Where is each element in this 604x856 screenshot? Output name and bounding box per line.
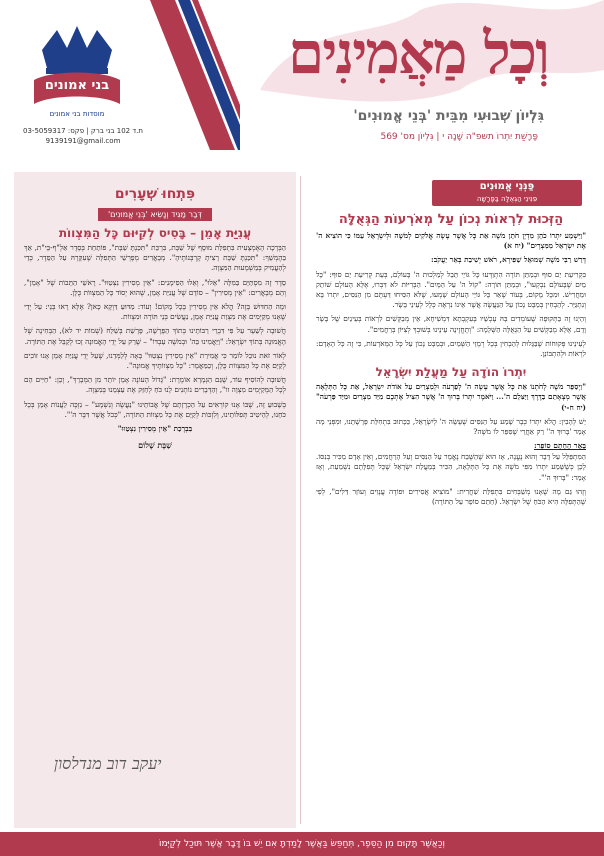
article-paragraph: הַמִּתְפַּלֵּל עַל דָּבָר וְהוּא נֶעֱנֶה, אָז הוּא שֶׁהַשֶּׁבַח נֶאֱמָר עַל הַנִּסִּים וְעַל הָרַחֲמִים, וְאֵין אָדָם מַכִּיר בְּנִסּוֹ. לָכֵן כְּשֶׁשָּׁמַע יִתְרוֹ מִפִּי מֹשֶׁה אֶת כָּל הַתְּלָאָה, הִכִּיר בְּמַעֲלַת יִשְׂרָאֵל שֶׁכָּל תְּפִלָּתָם נִשְׁמַעַת, וְאָז אָמַר: "בָּרוּךְ ה'". — [316, 452, 586, 482]
article-paragraph: לְעֵינֵינוּ פְּקוּחוֹת שֶׁבַּגָּלוּת לְהַבְחִין בְּכָל רְמָזֵי הַשְּׁמַיִם, וּבְמַבָּט נָכוֹן עַל כָּל הַמְּאֹרָעוֹת, כִּי זֶה כָּל הָאָדָם: לִרְאוֹת וּלְהִתְבּוֹנֵן. — [316, 338, 586, 359]
article-paragraph: וְהַיְנוּ זֶה בַּתְּקוּפָה שֶׁעוֹמְדִים בָּהּ עָכְשָׁיו בְּעִקְבְתָא דִּמְשִׁיחָא, אֵין מְבַקְּשִׁים לִרְאוֹת בְּעֵינַיִם שֶׁל בָּשָׂר וָדָם, אֶלָּא מְבַקְּשִׁים עַל הַגְּאֻלָּה הַשְּׁלֵמָה: "וְתֶחֱזֶינָה עֵינֵינוּ בְּשׁוּבְךָ לְצִיּוֹן בְּרַחֲמִים". — [316, 314, 586, 334]
footer-banner: וְכַאֲשֶׁר תָּקוּם מִן הַסֵּפֶר, תְּחַפֵּשׂ בַּאֲשֶׁר לָמַדְתָּ אִם יֵשׁ בּוֹ דָּבָר אֲשֶׁר תּוּכַל לְקַיְּמוֹ — [0, 832, 604, 856]
left-section-title: פִּתְחוּ שְׁעָרִים — [114, 186, 196, 202]
article-paragraph: וְזֶהוּ גַּם מָה שֶׁאָנוּ מְשַׁבְּחִים בִּתְפִלַּת שַׁחֲרִית: "מוֹצִיא אֲסִירִים וּפוֹדֶה עֲנָוִים וְעוֹזֵר דַּלִּים", לְפִי שֶׁהַתְּפִלָּה הִיא הַכֹּחַ שֶׁל יִשְׂרָאֵל. (חַתַם סוֹפֵר עַל הַתּוֹרָה) — [316, 486, 586, 507]
article-paragraph: יֵשׁ לְהָבִין: הֲלֹא יִתְרוֹ כְּבָר שָׁמַע עַל הַנִּסִּים שֶׁעָשָׂה ה' לְיִשְׂרָאֵל, כַּכָּתוּב בִּתְחִלַּת פָּרָשָׁתֵנוּ, וּמִפְּנֵי מָה אָמַר 'בָּרוּךְ ה'' רַק אַחֲרֵי שֶׁסִּפֵּר לוֹ מֹשֶׁה? — [316, 416, 586, 437]
article-paragraph: בִּקְרִיעַת יַם סוּף וּבְמַתַּן תּוֹרָה הִתְוַדְּעוּ כָּל גּוֹיֵי תֵּבֵל לְמַלְכוּת ה' בָּעוֹלָם, בְּעֵת קְרִיעַת יַם סוּף: "כָּל מַיִם שֶׁבָּעוֹלָם נִבְקְעוּ", וּבְמַתַּן תּוֹרָה: "קוֹל ה' עַל הַמָּיִם". הַבְּרִיּוֹת לֹא דִּבְּרוּ, אֶלָּא הָעוֹלָם שׁוֹתֵק וּמַחֲרִישׁ. וּמִכָּל מָקוֹם, בְּעוֹד שֶׁאַר כָּל גּוֹיֵי הָעוֹלָם שָׁמְעוּ, שֶׁלֹּא הִסִּיחוּ דַּעְתָּם מִן הַנִּסִּים, יִתְרוֹ בָּא וְנִתְגַּיֵּר. לְהַבְחִין בְּמַבָּט נָכוֹן עַל הַנַּעֲשֶׂה אֲשֶׁר אֵינוֹ נִרְאֶה כְּלָל לְעֵינֵי בָּשָׂר. — [316, 269, 586, 310]
left-section-byline: דְּבַר מַגִּיד וְנָשִׂיא 'בְּנֵי אֱמוּנִים' — [98, 208, 212, 221]
left-paragraph: לְאוֹר זֹאת נוּכַל לוֹמַר כִּי אֲמִירַת "אֵין מְסִירִין נִצְטַוּוּ" בָּאָה לְלַמְּדֵנוּ, שֶׁעַל יְדֵי עֲנִיַּת אָמֵן אָנוּ זוֹכִים לְקַיֵּם אֶת כָּל הַמִּצְווֹת כֻּלָּן, וְכַמַּאֲמָר: "כָּל מִצְווֹתֶיךָ אֱמוּנָה". — [24, 350, 286, 371]
contact-address: ת.ד 102 בני ברק | פקס: 03-5059317 — [23, 127, 143, 135]
left-paragraph: חֲשׁוּבָה לְשַׁעֵר עַל פִּי דִּבְרֵי רַבּוֹתֵינוּ בְּתוֹךְ הַפָּרָשָׁה, פָּרָשַׁת בְּשַׁלַּח (שְׁמוֹת יד לא), הַבְּחִינָה שֶׁל הָאֱמוּנָה בְּתוֹךְ יִשְׂרָאֵל: "וַיַּאֲמִינוּ בַּה' וּבְמֹשֶׁה עַבְדּוֹ" – שֶׁרַק עַל יְדֵי הָאֱמוּנָה זָכוּ לְקַבֵּל אֶת הַתּוֹרָה. — [24, 326, 286, 346]
left-section-header — [14, 172, 296, 219]
left-paragraph: חֲשׁוּבָה לְהוֹסִיף עוֹד, שֶׁגַּם הַגְּמָרָא אוֹמֶרֶת: "גָּדוֹל הָעוֹנֶה אָמֵן יוֹתֵר מִן הַמְּבָרֵךְ", וְכֵן: "חַיִּים הֵם לְכָל הַמְּקַיְּמִים מִצְוָה זוֹ", וְהַדְּבָרִים נוֹתְנִים לָנוּ כֹּחַ לְחַזֵּק אֶת עַצְמֵנוּ בְּמִצְוָה. — [24, 375, 286, 395]
column-divider — [300, 176, 301, 824]
section-tab — [432, 180, 582, 206]
contact-info — [8, 126, 158, 146]
logo — [22, 20, 132, 130]
left-column — [14, 172, 296, 828]
section-tab-subtitle: פִּנִּינֵי הַגְּאֻלָּה בַּפָּרָשָׁה — [476, 195, 538, 203]
author-line: דָּרַשׁ רַבִּי מֹשֶׁה שְׁמוּאֵל שַׁפִּירָא, רֹאשׁ יְשִׁיבַת בְּאֵר יַעֲקֹב: — [431, 255, 586, 265]
masthead — [0, 0, 604, 170]
sign-off: שַׁבָּת שָׁלוֹם — [138, 440, 172, 451]
closing-blessing: בִּבְרָכַת "אֵין מְסִירִין נִצְטַוּוּ" — [117, 424, 193, 434]
left-paragraph: סֵדֶר זֶה מִסְתַּיֵּם בַּמִּלָּה "אֵלוּ", וְאֵלוּ הַסִּימָנִים: "אֵין מְסִירִין נִצְטַוּוּ". רָאשֵׁי הַתֵּבוֹת שֶׁל "אָמֵן", וְהֵם מְבָאֲרִים: "אֵין מְסִירִין" – סוֹדָם שֶׁל עֲנִיַּת אָמֵן, שֶׁהוּא יְסוֹד כָּל הַמִּצְווֹת כֻּלָּן. — [24, 277, 286, 297]
publication-title: וְכָל מַאֲמִינִים — [288, 19, 548, 87]
verse-quote-1: "וַיִּשְׁמַע יִתְרוֹ כֹהֵן מִדְיָן חֹתֵן מֹשֶׁה אֵת כָּל אֲשֶׁר עָשָׂה אֱלֹקִים לְמֹשֶׁה וּלְיִשְׂרָאֵל עַמּוֹ כִּי הוֹצִיא ה' אֶת יִשְׂרָאֵל מִמִּצְרָיִם" (יח א) — [316, 231, 586, 251]
logo-subtext: מוסדות בני אמונים — [49, 110, 105, 118]
right-column — [306, 172, 596, 828]
section-header — [306, 172, 596, 206]
publication-subtitle: גִּלְיוֹן שְׁבוּעִי מִבֵּית 'בְּנֵי אֱמוּנִים' — [353, 108, 544, 124]
left-paragraph: בְּשָׁבוּעַ זֶה, שֶׁבּוֹ אָנוּ קוֹרְאִים עַל הַכְרָזָתָם שֶׁל אֲבוֹתֵינוּ "נַעֲשֶׂה וְנִשְׁמָע" – נִזְכֶּה לַעֲנוֹת אָמֵן בְּכָל כֹּחֵנוּ, לְהֵיטִיב תְּפִלּוֹתֵינוּ, וְלִזְכּוֹת לְקַיֵּם אֶת כָּל מִצְווֹת הַתּוֹרָה, "כְּכֹל אֲשֶׁר דִּבֶּר ה'". — [24, 399, 286, 419]
contact-email[interactable]: 9139191@gmail.com — [45, 137, 121, 145]
issue-info: פָּרָשַׁת יִתְרוֹ תשפ"ה שָׁנָה י | גִּלְיוֹן מס' 569 — [380, 132, 538, 142]
article-heading-2: יִתְרוֹ הוֹדָה עַל מַעֲלַת יִשְׂרָאֵל — [375, 365, 527, 380]
section-tab-title: פַּנְּנֵי אֱמוּנִים — [479, 181, 535, 192]
logo-text: בני אמונים — [44, 78, 110, 93]
left-article-heading: עֲנִיַּת אָמֵן – בָּסִיס לְקִיּוּם כָּל הַמִּצְווֹת — [58, 226, 252, 240]
left-paragraph: הַבְּרָכָה הָאֶמְצָעִית בִּתְפִלַּת מוּסָף שֶׁל שַׁבָּת, בִּרְכַּת "תִּכַּנְתָּ שַׁבָּת", פּוֹתַחַת בְּסֵדֶר אַלְ"ף-בֵּי"ת, אַךְ בַּהֶמְשֵׁךְ: "תִּכַּנְתָּ שַׁבָּת רָצִיתָ קָרְבְּנוֹתֶיהָ". מְבָאֲרִים מְפָרְשֵׁי הַתְּפִלָּה שֶׁעִקָּרָהּ עַל הַסֵּדֶר, כְּדֵי לְהַעֲמִיק בְּמַשְׁמָעוּת הַמִּצְוָה. — [24, 243, 286, 273]
article-heading-1: הַזְּכוּת לִרְאוֹת נְכוֹן עַל מְאֹרְעוֹת הַגְּאֻלָּה — [338, 212, 564, 227]
signature: יעקב דוב מנדלסון — [54, 754, 162, 773]
verse-quote-2: "וַיְסַפֵּר מֹשֶׁה לְחֹתְנוֹ אֵת כָּל אֲשֶׁר עָשָׂה ה' לְפַרְעֹה וּלְמִצְרַיִם עַל אוֹדֹת יִשְׂרָאֵל, אֵת כָּל הַתְּלָאָה אֲשֶׁר מְצָאָתַם בַּדֶּרֶךְ וַיַּצִּלֵם ה'... וַיֹּאמֶר יִתְרוֹ בָּרוּךְ ה' אֲשֶׁר הִצִּיל אֶתְכֶם מִיַּד מִצְרַיִם וּמִיַּד פַּרְעֹה" (יח ח-י) — [316, 382, 586, 412]
left-paragraph: וּמָה הַחִדּוּשׁ בָּזֶה? הֲלֹא אֵין מְסִירִין בָּכָל מָקוֹם! וְעוֹד: מַדּוּעַ דַּוְקָא כָּאן? אֶלָּא רָאוּ בְּנֵי: עַל יְדֵי שֶׁאָנוּ מְקַיְּמִים אֶת מִצְוַת עֲנִיַּת אָמֵן, נַעֲשִׂים בְּנֵי תּוֹרָה וּמִצְווֹת. — [24, 302, 286, 322]
source-label: בֵּאֵר הַחַתַם סוֹפֵר: — [533, 441, 586, 451]
